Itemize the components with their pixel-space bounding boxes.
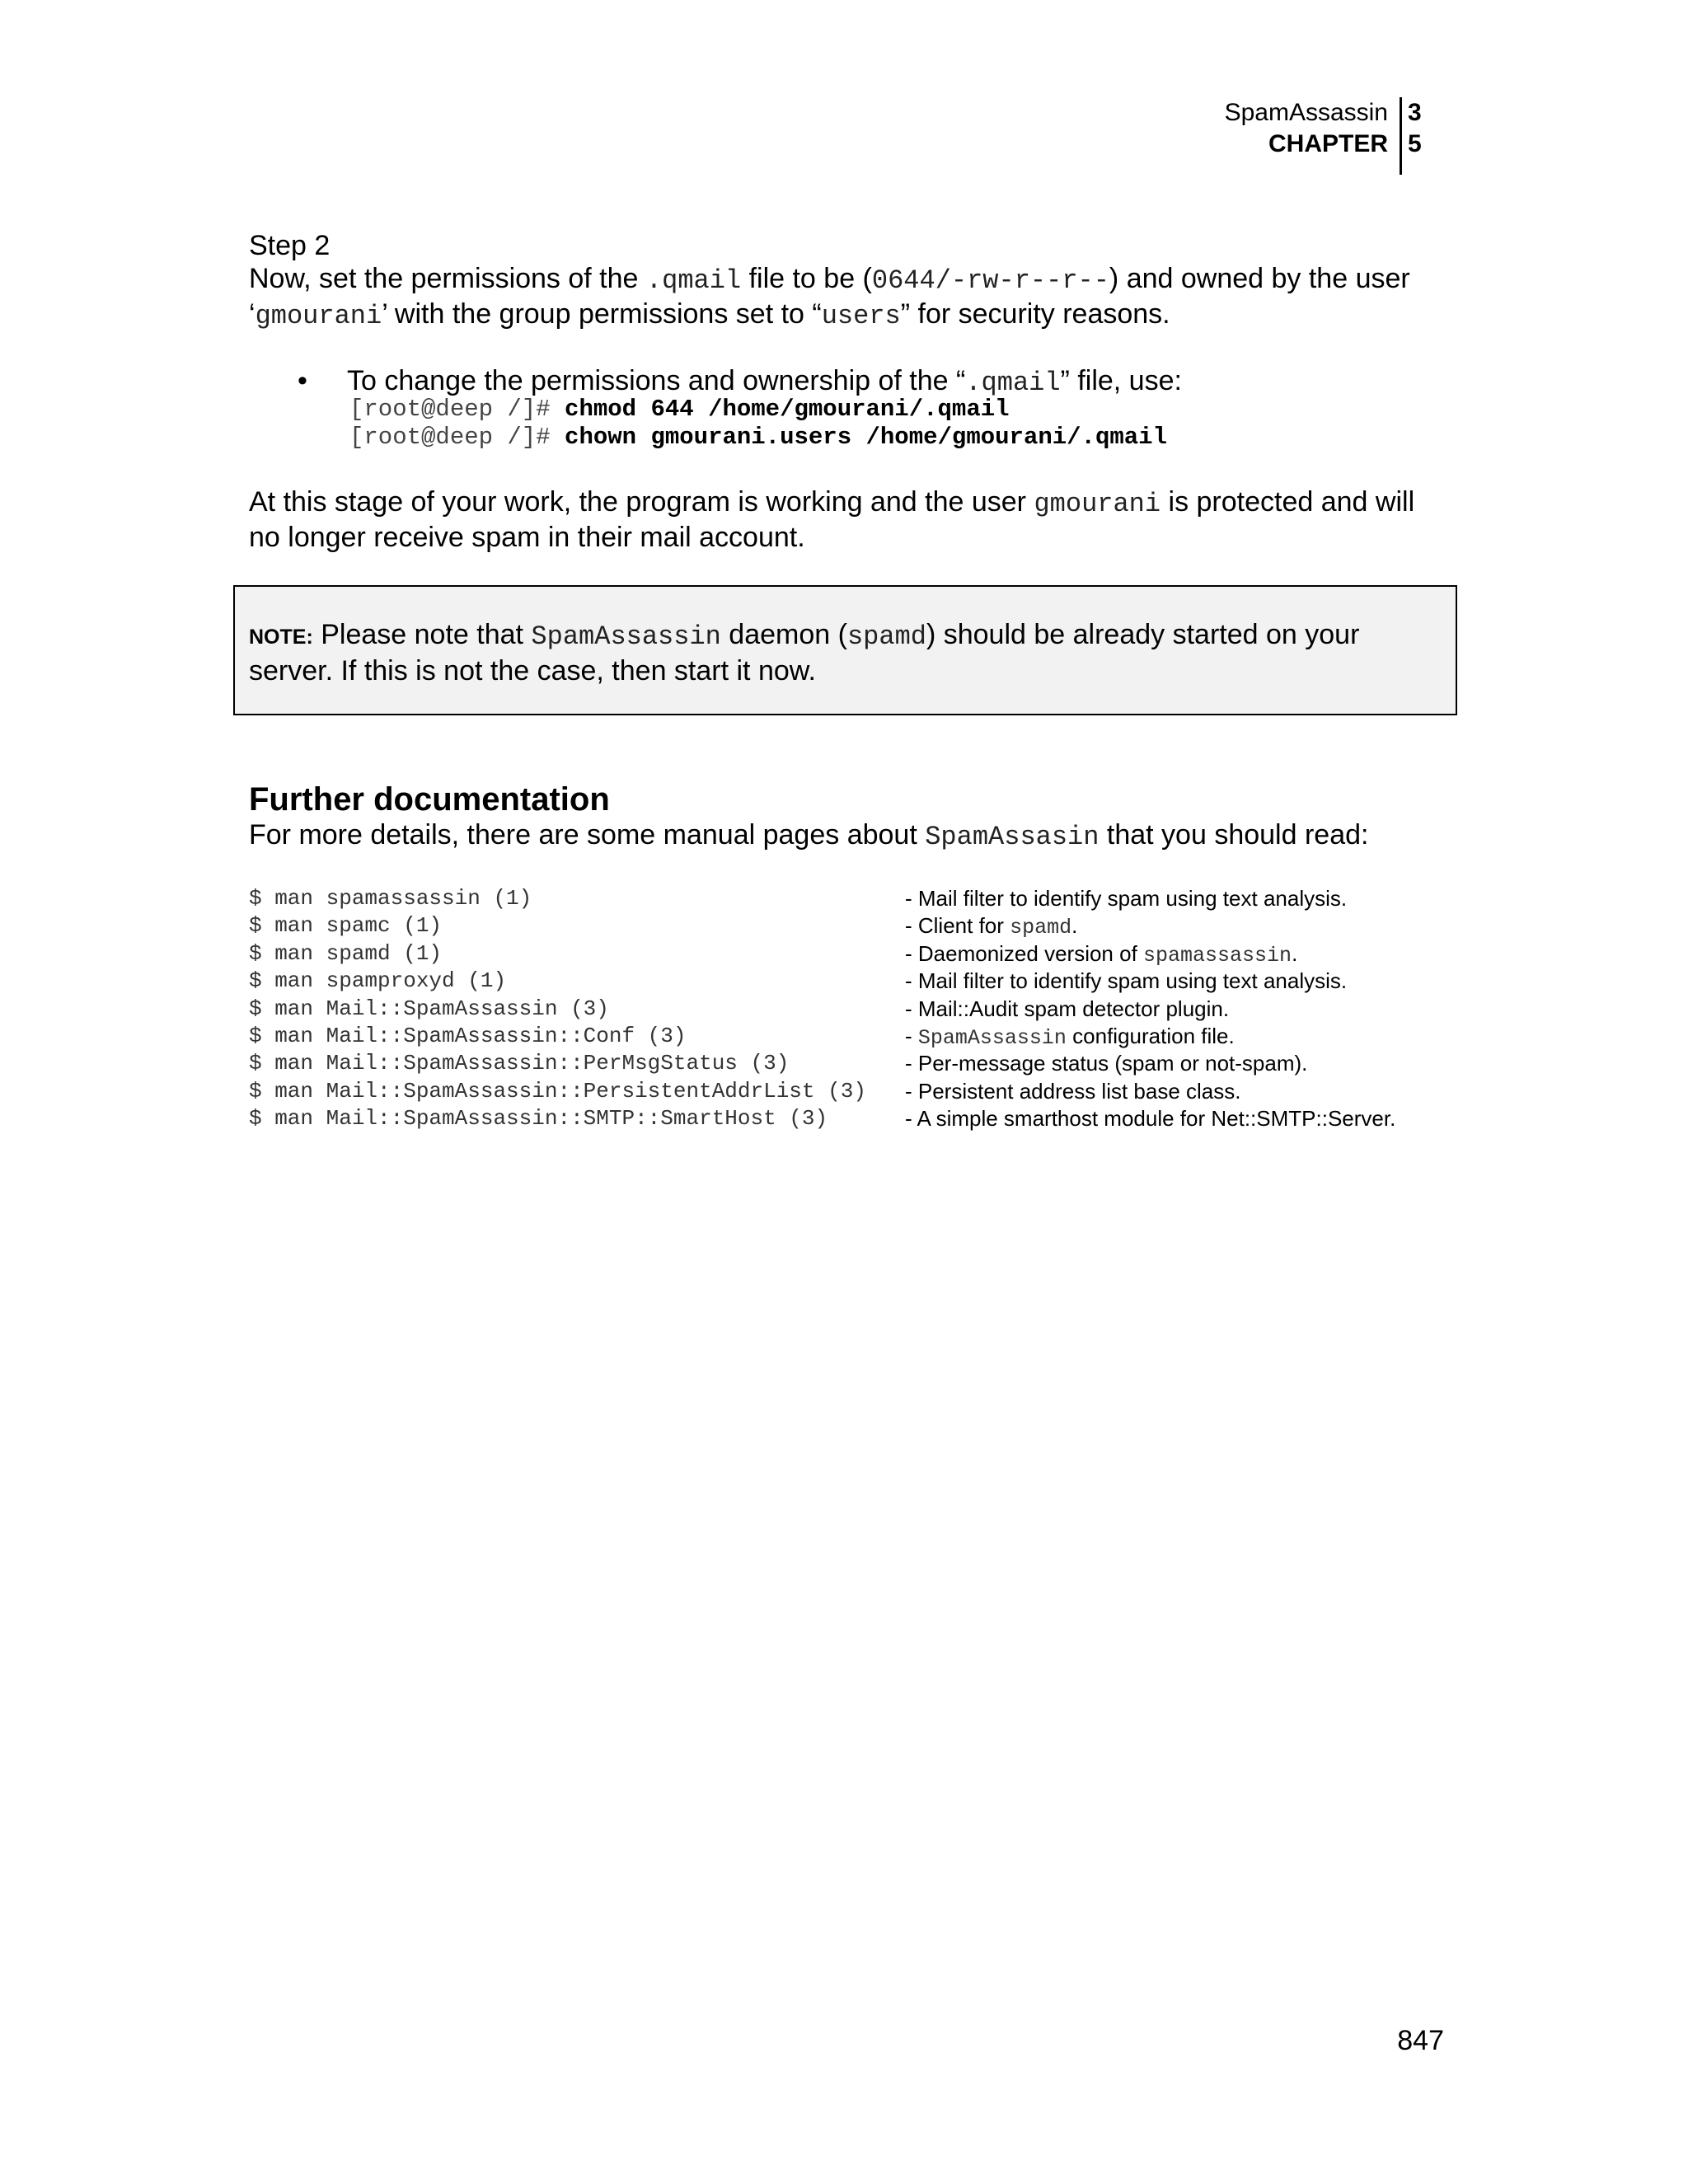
man-page-row	[249, 1105, 1452, 1132]
man-page-row	[249, 940, 1452, 968]
man-description: - Per-message status (spam or not-spam).	[905, 1051, 1308, 1076]
header-titles	[1225, 97, 1388, 160]
header-divider	[1400, 97, 1402, 175]
man-command: $ man Mail::SpamAssassin::Conf (3)	[249, 1023, 687, 1048]
man-page-row	[249, 1050, 1452, 1077]
step-paragraph	[249, 262, 1436, 333]
man-command: $ man Mail::SpamAssassin::PerMsgStatus (3)	[249, 1051, 790, 1076]
note-line-2: server. If this is not the case, then start it now.	[249, 655, 816, 687]
man-description: - Mail filter to identify spam using text analysis.	[905, 886, 1348, 911]
command-text: chmod 644 /home/gmourani/.qmail	[565, 396, 1010, 423]
man-command: $ man Mail::SpamAssassin::PersistentAddrList (3)	[249, 1078, 866, 1104]
bullet-icon: •	[298, 365, 307, 396]
man-page-row	[249, 1078, 1452, 1105]
man-command: $ man spamproxyd (1)	[249, 968, 507, 994]
chapter-number-digit: 3	[1408, 99, 1422, 126]
man-description: - Persistent address list base class.	[905, 1078, 1241, 1104]
man-description: - Mail::Audit spam detector plugin.	[905, 996, 1230, 1021]
header-title: SpamAssassin	[1224, 99, 1388, 126]
step-line-1: Now, set the permissions of the .qmail file to be (0644/-rw-r--r--) and owned by the user	[249, 263, 1410, 296]
man-description: - Mail filter to identify spam using text analysis.	[905, 968, 1348, 994]
man-description: - SpamAssassin configuration file.	[905, 1023, 1235, 1050]
man-page-row	[249, 1023, 1452, 1050]
header-chapter-number	[1408, 97, 1436, 160]
note-text	[249, 618, 1436, 688]
page-number: 847	[1397, 2025, 1444, 2056]
command-text: chown gmourani.users /home/gmourani/.qmail	[565, 424, 1167, 451]
further-intro: For more details, there are some manual pages about SpamAssasin that you should read:	[249, 819, 1369, 852]
man-description: - Client for spamd.	[905, 913, 1078, 940]
shell-prompt: [root@deep /]#	[349, 396, 565, 423]
bullet-text: To change the permissions and ownership of the “.qmail” file, use:	[347, 365, 1182, 398]
shell-prompt: [root@deep /]#	[349, 424, 565, 451]
stage-line-2: no longer receive spam in their mail account.	[249, 522, 805, 553]
stage-line-1: At this stage of your work, the program is working and the user gmourani is protected and will	[249, 486, 1415, 519]
man-command: $ man spamassassin (1)	[249, 886, 532, 911]
step-line-2: ‘gmourani’ with the group permissions set to “users” for security reasons.	[249, 298, 1170, 331]
note-line-1: NOTE: Please note that SpamAssassin daemon (spamd) should be already started on your	[249, 619, 1360, 652]
command-line-2	[349, 424, 1167, 452]
running-header	[1154, 97, 1441, 175]
chapter-number-digit: 5	[1408, 130, 1422, 157]
man-command: $ man spamd (1)	[249, 940, 443, 966]
man-description: - Daemonized version of spamassassin.	[905, 940, 1298, 968]
stage-paragraph	[249, 485, 1436, 555]
section-heading: Further documentation	[249, 781, 610, 818]
man-page-row	[249, 885, 1452, 912]
man-command: $ man Mail::SpamAssassin::SMTP::SmartHost (3)	[249, 1106, 828, 1132]
step-title: Step 2	[249, 230, 331, 261]
note-label: NOTE:	[249, 626, 313, 649]
header-chapter-label: CHAPTER	[1268, 130, 1388, 157]
man-command: $ man spamc (1)	[249, 913, 443, 939]
man-pages-list	[249, 885, 1452, 1133]
man-page-row	[249, 996, 1452, 1023]
note-box	[233, 585, 1457, 715]
man-command: $ man Mail::SpamAssassin (3)	[249, 996, 609, 1021]
man-page-row	[249, 912, 1452, 940]
man-page-row	[249, 968, 1452, 995]
command-line-1	[349, 396, 1010, 424]
man-description: - A simple smarthost module for Net::SMTP::Server.	[905, 1106, 1396, 1132]
